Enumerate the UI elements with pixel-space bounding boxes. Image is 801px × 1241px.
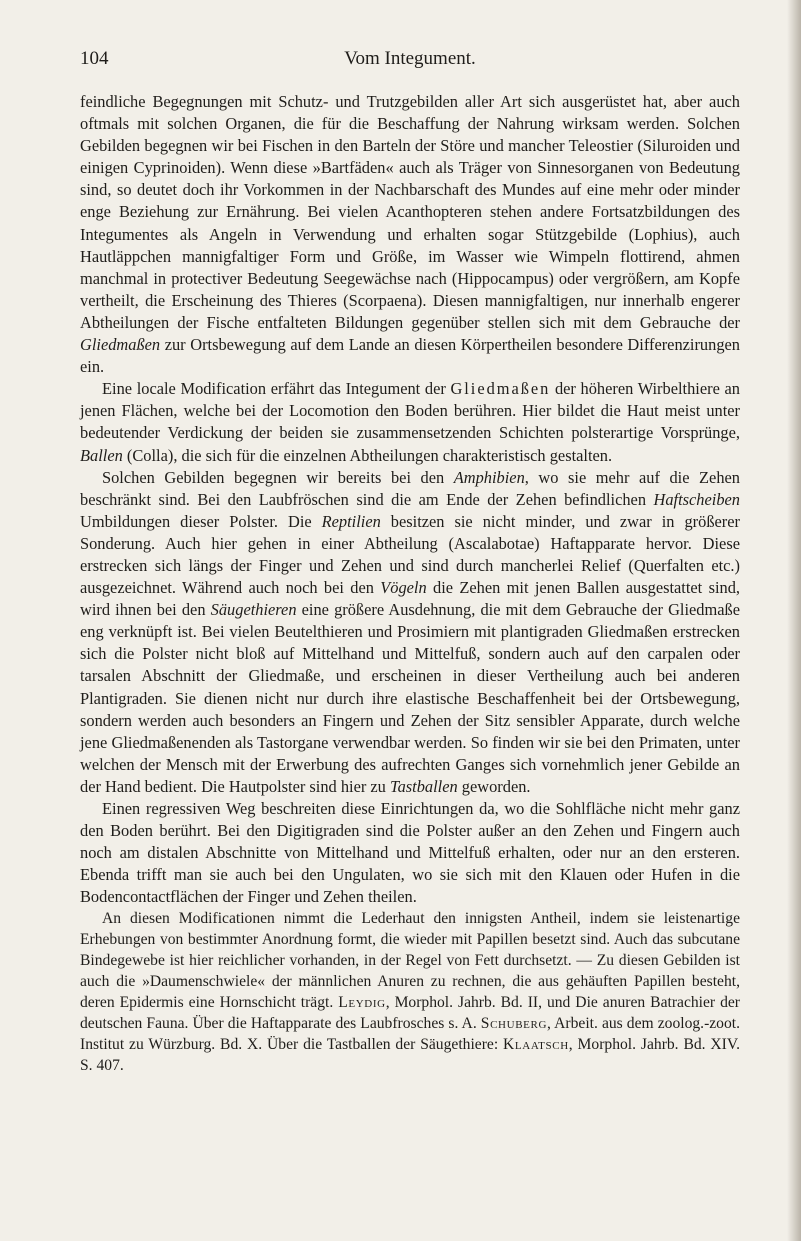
page-edge-shadow [787, 0, 801, 1241]
text-segment: Einen regressiven Weg beschreiten diese Einrichtungen da, wo die Sohlfläche nicht mehr ganz den Boden berührt. Bei den Digitigraden sind die Polster außer an den Zehen und Fingern auch noch am distalen Abschnitte von Mittelhand und Mittelfuß erhalten, oder nur an den ersteren. Ebenda trifft man sie auch bei den Ungulaten, wo sie sich mit den Klauen oder Hufen in die Bodencontactflächen der Finger und Zehen theilen. [80, 799, 740, 907]
author-name: Leydig [338, 994, 386, 1012]
text-segment: , Morphol. Jahrb. Bd. XIV. S. 407. [80, 1036, 741, 1075]
spaced-term: Gliedmaßen [450, 379, 551, 399]
text-segment: der höheren Wirbelthiere an jenen Flächen, welche bei der Locomotion den Boden berühren. Hier bildet die Haut meist unter bedeutender Verdickung der beiden sie zusammensetzenden Schichten polsterartige Vorsprünge, [80, 379, 740, 443]
text-segment: zur Ortsbewegung auf dem Lande an diesen Körpertheilen besondere Differenzirungen ein. [80, 335, 740, 377]
page-header [80, 48, 740, 78]
author-name: Klaatsch [503, 1036, 569, 1054]
emphasis-term: Gliedmaßen [80, 335, 161, 355]
text-segment: (Colla), die sich für die einzelnen Abtheilungen charakteristisch gestalten. [122, 445, 613, 465]
author-name: Schuberg [480, 1015, 548, 1033]
emphasis-term: Ballen [80, 445, 123, 465]
paragraph-4 [80, 798, 740, 908]
text-segment: feindliche Begegnungen mit Schutz- und Trutzgebilden aller Art sich ausgerüstet hat, aber auch oftmals mit solchen Organen, die für die Beschaffung der Nahrung wirksam werden. Solchen Gebilden begegnen wir bei Fischen in den Barteln der Störe und mancher Teleostier (Siluroiden und einigen Cyprinoiden). Wenn diese »Bartfäden« auch als Träger von Sinnesorganen von Bedeutung sind, so deutet doch ihr Vorkommen in der Nachbarschaft des Mundes auf eine mehr oder minder enge Beziehung zur Ernährung. Bei vielen Acanthopteren stehen andere Fortsatzbildungen des Integumentes als Angeln in Verwendung und erhalten sogar Stützgebilde (Lophius), auch Hautläppchen mannigfaltiger Form und Größe, im Wasser wie Wimpeln flottirend, ahmen manchmal in protectiver Bedeutung Seegewächse nach (Hippocampus) oder vergrößern, am Kopfe vertheilt, die Erscheinung des Thieres (Scorpaena). Diesen mannigfaltigen, nur innerhalb engerer Abtheilungen der Fische entfalteten Bildungen gegenüber stellen sich mit dem Gebrauche der [80, 92, 740, 332]
text-segment: , Morphol. Jahrb. Bd. II, und Die anuren Batrachier der deutschen Fauna. Über die Haftapparate des Laubfrosches s. A. [80, 994, 740, 1033]
emphasis-term: Reptilien [321, 511, 381, 531]
running-head: Vom Integument. [344, 48, 476, 69]
text-segment: Eine locale Modification erfährt das Integument der [102, 379, 451, 399]
text-segment: eine größere Ausdehnung, die mit dem Gebrauche der Gliedmaße eng verknüpft ist. Bei vielen Beutelthieren und Prosimiern mit plantigraden Gliedmaßen erstrecken sich die Polster nicht bloß auf Mittelhand und Mittelfuß, sondern auch auf den carpalen oder tarsalen Abschnitt der Gliedmaße, und erscheinen in dieser Vertheilung auch bei anderen Plantigraden. Sie dienen nicht nur durch ihre elastische Beschaffenheit bei der Ortsbewegung, sondern werden auch besonders an Fingern und Zehen der Sitz sensibler Apparate, durch welche jene Gliedmaßenenden als Tastorgane verwendbar werden. So finden wir sie bei den Primaten, unter welchen der Mensch mit der Erwerbung des aufrechten Ganges sich vornehmlich jener Gebilde an der Hand bedient. Die Hautpolster sind hier zu [80, 600, 740, 796]
text-segment: besitzen sie nicht minder, und zwar in größerer Sonderung. Auch hier gehen in einer Abtheilung (Ascalabotae) Haftapparate hervor. Diese erstrecken sich längs der Finger und Zehen und sind durch mancherlei Relief (Querfalten etc.) ausgezeichnet. Während auch noch bei den [80, 511, 740, 598]
text-segment: geworden. [457, 776, 531, 796]
emphasis-term: Vögeln [380, 578, 427, 598]
text-segment: , Arbeit. aus dem zoolog.-zoot. Institut zu Würzburg. Bd. X. Über die Tastballen der Säugethiere: [80, 1015, 741, 1054]
emphasis-term: Amphibien [453, 467, 525, 487]
paragraph-5 [80, 908, 740, 1076]
body-text [80, 91, 740, 1076]
text-segment: , wo sie mehr auf die Zehen beschränkt sind. Bei den Laubfröschen sind die am Ende der Zehen befindlichen [80, 467, 740, 509]
emphasis-term: Haftscheiben [653, 489, 740, 509]
text-segment: die Zehen mit jenen Ballen ausgestattet sind, wird ihnen bei den [80, 578, 740, 620]
page-number: 104 [80, 48, 109, 69]
emphasis-term: Tastballen [389, 776, 458, 796]
text-segment: Umbildungen dieser Polster. Die [80, 511, 322, 531]
text-segment: An diesen Modificationen nimmt die Lederhaut den innigsten Antheil, indem sie leistenartige Erhebungen von bestimmter Anordnung formt, die wieder mit Papillen besetzt sind. Auch das subcutane Bindegewebe ist hier reichlicher vorhanden, in der Regel von Fett durchsetzt. — Zu diesen Gebilden ist auch die »Daumenschwiele« der männlichen Anuren zu rechnen, die aus gehäuften Papillen besteht, deren Epidermis eine Hornschicht trägt. [80, 910, 740, 1012]
text-segment: Solchen Gebilden begegnen wir bereits bei den [102, 467, 454, 487]
paragraph-3 [80, 467, 740, 798]
paragraph-1 [80, 91, 740, 378]
paragraph-2 [80, 378, 740, 466]
emphasis-term: Säugethieren [210, 600, 297, 620]
